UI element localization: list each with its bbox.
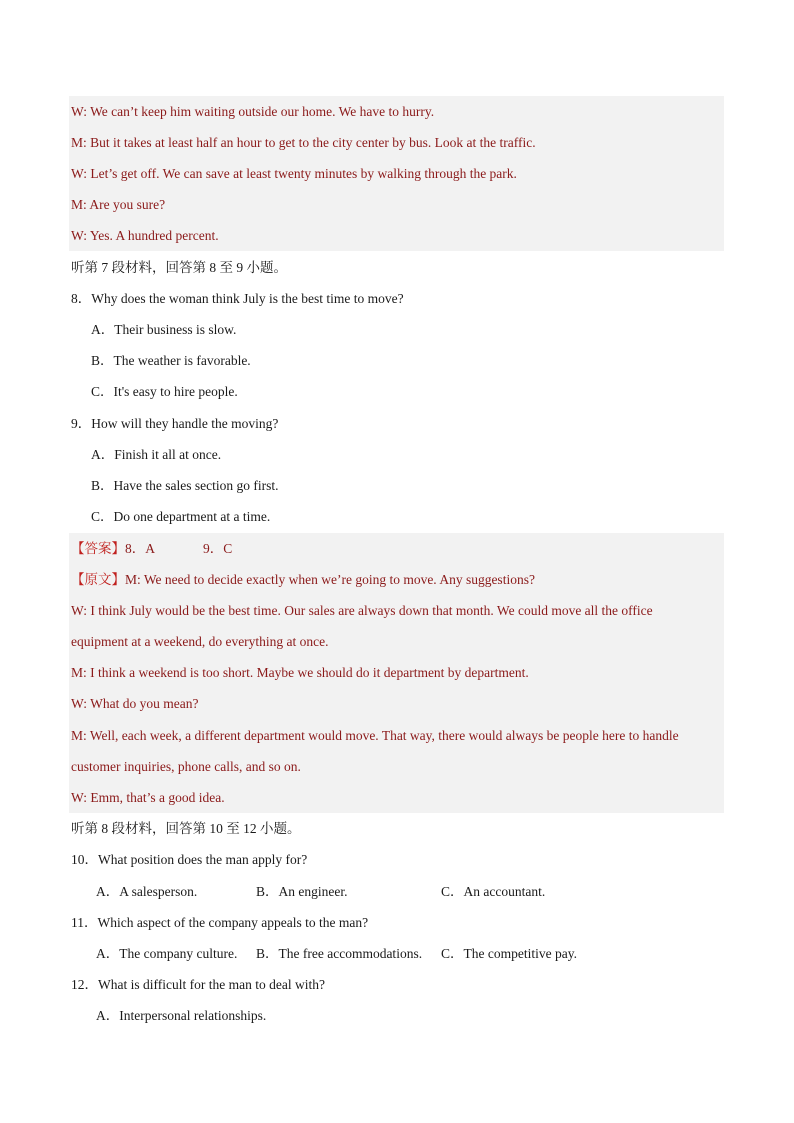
transcript-line: W: What do you mean?	[71, 696, 199, 711]
answer-line	[71, 533, 232, 564]
transcript-line: W: I think July would be the best time. Our sales are always down that month. We could move all the office	[71, 603, 653, 618]
option: B．Have the sales section go first.	[91, 478, 279, 493]
dialogue-line: M: But it takes at least half an hour to get to the city center by bus. Look at the traffic.	[71, 135, 536, 150]
option: A．Their business is slow.	[91, 322, 237, 337]
option: C．An accountant.	[441, 884, 546, 899]
dialogue-line: W: Yes. A hundred percent.	[71, 228, 219, 243]
question-stem: 10．What position does the man apply for?	[71, 852, 308, 867]
answer-8: 8．A	[125, 541, 155, 556]
option: A．Interpersonal relationships.	[96, 1008, 267, 1023]
dialogue-line: W: We can’t keep him waiting outside our home. We have to hurry.	[71, 104, 435, 119]
transcript-line: equipment at a weekend, do everything at once.	[71, 634, 329, 649]
dialogue-line: W: Let’s get off. We can save at least twenty minutes by walking through the park.	[71, 166, 517, 181]
option: C．It's easy to hire people.	[91, 384, 238, 399]
question-stem: 11．Which aspect of the company appeals to the man?	[71, 915, 369, 930]
transcript-label: 【原文】	[71, 572, 125, 587]
answer-9: 9．C	[203, 541, 233, 556]
answer-label: 【答案】	[71, 541, 125, 556]
transcript-line: M: Well, each week, a different department would move. That way, there would always be people here to handle	[71, 728, 679, 743]
section-heading: 听第 8 段材料，回答第 10 至 12 小题。	[71, 821, 301, 836]
question-stem: 9．How will they handle the moving?	[71, 416, 279, 431]
transcript-line: W: Emm, that’s a good idea.	[71, 790, 225, 805]
question-stem: 12．What is difficult for the man to deal with?	[71, 977, 325, 992]
transcript-first-line	[71, 564, 535, 595]
question-stem: 8．Why does the woman think July is the best time to move?	[71, 291, 404, 306]
option: A．Finish it all at once.	[91, 447, 222, 462]
option: A．The company culture.	[96, 946, 238, 961]
section-heading: 听第 7 段材料，回答第 8 至 9 小题。	[71, 260, 287, 275]
dialogue-line: M: Are you sure?	[71, 197, 166, 212]
transcript-line: customer inquiries, phone calls, and so on.	[71, 759, 301, 774]
option: B．An engineer.	[256, 884, 348, 899]
transcript-text: M: We need to decide exactly when we’re going to move. Any suggestions?	[125, 572, 535, 587]
option: C．Do one department at a time.	[91, 509, 271, 524]
option: C．The competitive pay.	[441, 946, 577, 961]
option: B．The free accommodations.	[256, 946, 423, 961]
option: B．The weather is favorable.	[91, 353, 251, 368]
transcript-line: M: I think a weekend is too short. Maybe we should do it department by department.	[71, 665, 529, 680]
option: A．A salesperson.	[96, 884, 198, 899]
